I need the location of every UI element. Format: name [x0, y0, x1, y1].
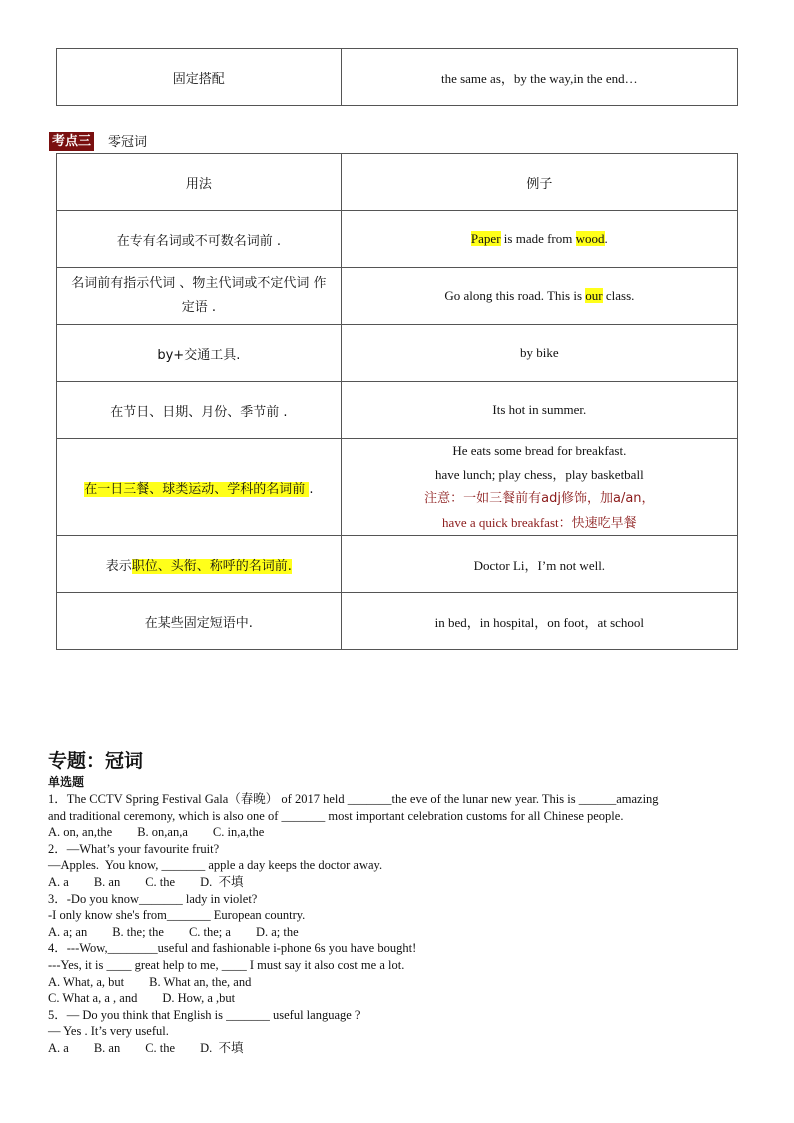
header-example: 例子 [341, 154, 737, 211]
question-line: 3．-Do you know_______ lady in violet? [48, 891, 258, 906]
question-line: —Apples. You know, _______ apple a day keeps the doctor away. [48, 858, 383, 873]
table-row [57, 382, 738, 439]
highlight: our [585, 288, 603, 303]
table-row [57, 211, 738, 268]
option-line: A. a B. an C. the D. 不填 [48, 1040, 244, 1055]
fixed-collocation-table [56, 48, 738, 106]
usage-cell: 在节日、日期、月份、季节前 . [57, 382, 342, 439]
option-line: A. What, a, but B. What an, the, and [48, 974, 252, 989]
question-line: — Yes . It’s very useful. [48, 1024, 169, 1039]
note-line: 注意：一如三餐前有adj修饰，加a/an， [424, 491, 655, 506]
example-cell: He eats some bread for breakfast. have lunch; play chess，play basketball 注意：一如三餐前有adj修饰，加a/an， have a quick breakfast：快速吃早餐 [341, 439, 737, 536]
table-row [57, 49, 738, 106]
question-line: and traditional ceremony, which is also one of _______ most important celebration customs for all Chinese people. [48, 808, 624, 823]
option-line: C. What a, a , and D. How, a ,but [48, 991, 236, 1006]
option-line: A. a; an B. the; the C. the; a D. a; the [48, 924, 299, 939]
topic-title: 专题：冠词 [48, 750, 144, 772]
example-cell: by bike [341, 325, 737, 382]
table-row [57, 439, 738, 536]
option-line: A. a B. an C. the D. 不填 [48, 874, 244, 889]
example-cell: Its hot in summer. [341, 382, 737, 439]
highlight: Paper [470, 231, 501, 246]
example-cell: in bed，in hospital，on foot，at school [341, 593, 737, 650]
example-cell: the same as，by the way,in the end… [341, 49, 737, 106]
question-list [48, 791, 748, 1057]
table-row [57, 593, 738, 650]
table-header-row [57, 154, 738, 211]
option-line: A. on, an,the B. on,an,a C. in,a,the [48, 825, 265, 840]
example-cell: Paper is made from wood. [341, 211, 737, 268]
table-row [57, 536, 738, 593]
table-row [57, 325, 738, 382]
question-line: -I only know she's from_______ European country. [48, 908, 306, 923]
note-line: have a quick breakfast：快速吃早餐 [442, 515, 637, 530]
usage-cell: 在专有名词或不可数名词前 . [57, 211, 342, 268]
question-line: 4．---Wow,________useful and fashionable i-phone 6s you have bought! [48, 941, 417, 956]
usage-cell: 在某些固定短语中. [57, 593, 342, 650]
zero-article-table [56, 153, 738, 650]
usage-cell: 名词前有指示代词 、物主代词或不定代词 作 定语 . [57, 268, 342, 325]
usage-cell: 表示职位、头衔、称呼的名词前. [57, 536, 342, 593]
example-cell: Go along this road. This is our class. [341, 268, 737, 325]
usage-cell: 在一日三餐、球类运动、学科的名词前 . [57, 439, 342, 536]
highlight: wood [575, 231, 605, 246]
question-line: ---Yes, it is ____ great help to me, ____ I must say it also cost me a lot. [48, 957, 405, 972]
header-usage: 用法 [57, 154, 342, 211]
question-line: 1．The CCTV Spring Festival Gala（春晚） of 2017 held _______the eve of the lunar new year. This is ______amazing [48, 792, 659, 806]
table-row [57, 268, 738, 325]
question-line: 2．—What’s your favourite fruit? [48, 841, 220, 856]
topic-subtitle: 单选题 [48, 775, 85, 789]
highlight: 职位、头衔、称呼的名词前. [131, 558, 292, 574]
usage-cell: by+交通工具. [57, 325, 342, 382]
section-title: 零冠词 [108, 135, 148, 150]
highlight: 在一日三餐、球类运动、学科的名词前 [84, 481, 310, 497]
section-tag: 考点三 [49, 132, 94, 151]
question-line: 5．— Do you think that English is _______ useful language ? [48, 1007, 361, 1022]
usage-cell: 固定搭配 [57, 49, 342, 106]
example-cell: Doctor Li，I’m not well. [341, 536, 737, 593]
